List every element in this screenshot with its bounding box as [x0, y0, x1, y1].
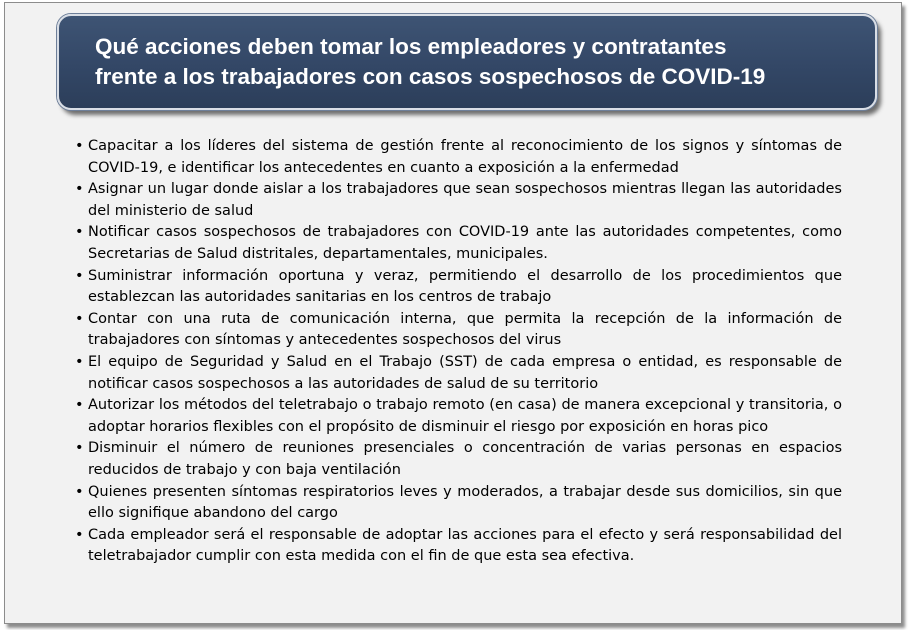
bullet-icon: • [75, 440, 84, 457]
list-item [75, 352, 842, 395]
list-item-text: El equipo de Seguridad y Salud en el Trabajo (SST) de cada empresa o entidad, es responsable de notificar casos sospechosos a las autoridades de salud de su territorio [88, 353, 842, 392]
bullet-icon: • [75, 267, 84, 284]
list-item-text: Suministrar información oportuna y veraz, permitiendo el desarrollo de los procedimientos que establezcan las autoridades sanitarias en los centros de trabajo [88, 267, 842, 306]
list-item-text: Cada empleador será el responsable de adoptar las acciones para el efecto y será responsabilidad del teletrabajador cumplir con esta medida con el fin de que esta sea efectiva. [88, 526, 842, 565]
slide-frame [4, 2, 902, 624]
action-list [75, 136, 842, 568]
list-item [75, 266, 842, 309]
title-line-2: frente a los trabajadores con casos sospechosos de COVID-19 [95, 64, 766, 89]
list-item [75, 395, 842, 438]
slide-title [95, 32, 765, 92]
list-item [75, 136, 842, 179]
bullet-icon: • [75, 397, 84, 414]
bullet-icon: • [75, 310, 84, 327]
bullet-icon: • [75, 526, 84, 543]
list-item [75, 309, 842, 352]
list-item-text: Contar con una ruta de comunicación interna, que permita la recepción de la información de trabajadores con síntomas y antecedentes sospechosos del virus [88, 310, 842, 349]
list-item-text: Autorizar los métodos del teletrabajo o trabajo remoto (en casa) de manera excepcional y transitoria, o adoptar horarios flexibles con el propósito de disminuir el riesgo por exposición en horas pico [88, 397, 842, 435]
list-item-text: Disminuir el número de reuniones presenciales o concentración de varias personas en espacios reducidos de trabajo y con baja ventilación [88, 440, 842, 478]
list-item [75, 438, 842, 481]
bullet-icon: • [75, 138, 84, 154]
list-item [75, 482, 842, 525]
list-item [75, 222, 842, 265]
list-item-text: Capacitar a los líderes del sistema de gestión frente al reconocimiento de los signos y síntomas de COVID-19, e identificar los antecedentes en cuanto a exposición a la enfermedad [88, 138, 842, 176]
bullet-icon: • [75, 483, 84, 500]
list-item [75, 525, 842, 568]
list-item-text: Asignar un lugar donde aislar a los trabajadores que sean sospechosos mientras llegan las autoridades del ministerio de salud [88, 181, 842, 219]
list-item-text: Notificar casos sospechosos de trabajadores con COVID-19 ante las autoridades competentes, como Secretarias de Salud distritales, departamentales, municipales. [88, 224, 842, 262]
bullet-icon: • [75, 181, 84, 198]
bullet-icon: • [75, 224, 84, 241]
list-item [75, 179, 842, 222]
bullet-icon: • [75, 353, 84, 370]
title-banner [57, 14, 877, 110]
title-line-1: Qué acciones deben tomar los empleadores y contratantes [95, 34, 727, 59]
list-item-text: Quienes presenten síntomas respiratorios leves y moderados, a trabajar desde sus domicilios, sin que ello signifique abandono del cargo [88, 483, 842, 522]
